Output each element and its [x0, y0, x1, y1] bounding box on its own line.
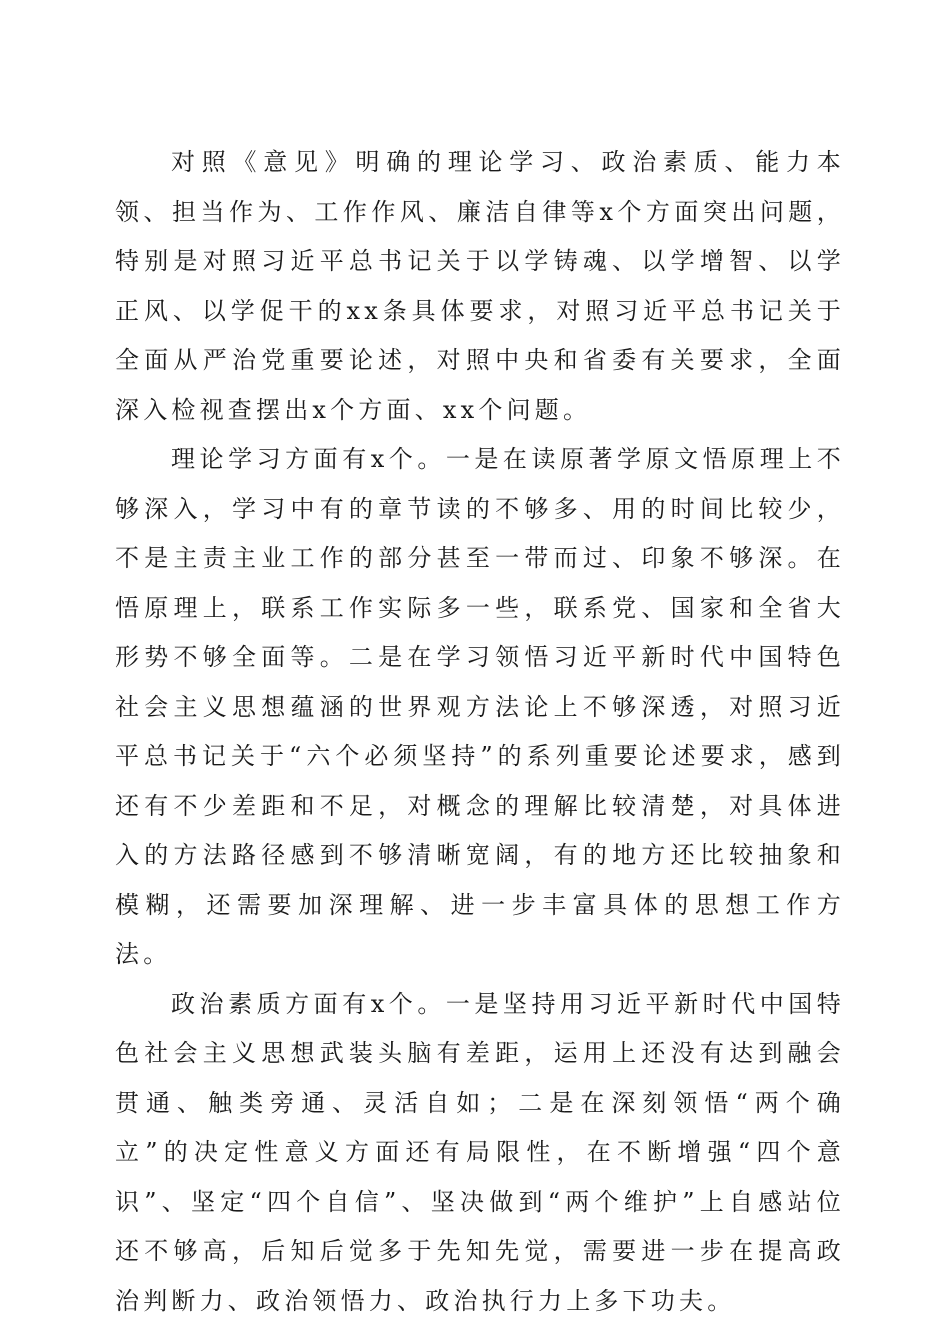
paragraph-theory-study: 理论学习方面有x个。一是在读原著学原文悟原理上不够深入，学习中有的章节读的不够多、用的时间比较少，不是主责主业工作的部分甚至一带而过、印象不够深。在悟原理上，联系工作实际多一些，联系党、国家和全省大形势不够全面等。二是在学习领悟习近平新时代中国特色社会主义思想蕴涵的世界观方法论上不够深透，对照习近平总书记关于“六个必须坚持”的系列重要论述要求，感到还有不少差距和不足，对概念的理解比较清楚，对具体进入的方法路径感到不够清晰宽阔，有的地方还比较抽象和模糊，还需要加深理解、进一步丰富具体的思想工作方法。: [115, 445, 845, 968]
paragraph-intro: 对照《意见》明确的理论学习、政治素质、能力本领、担当作为、工作作风、廉洁自律等x个方面突出问题，特别是对照习近平总书记关于以学铸魂、以学增智、以学正风、以学促干的xx条具体要求，对照习近平总书记关于全面从严治党重要论述，对照中央和省委有关要求，全面深入检视查摆出x个方面、xx个问题。: [115, 148, 845, 424]
document-body: [115, 138, 845, 1326]
paragraph-political-quality: 政治素质方面有x个。一是坚持用习近平新时代中国特色社会主义思想武装头脑有差距，运用上还没有达到融会贯通、触类旁通、灵活自如；二是在深刻领悟“两个确立”的决定性意义方面还有局限性，在不断增强“四个意识”、坚定“四个自信”、坚决做到“两个维护”上自感站位还不够高，后知后觉多于先知先觉，需要进一步在提高政治判断力、政治领悟力、政治执行力上多下功夫。: [115, 989, 845, 1315]
